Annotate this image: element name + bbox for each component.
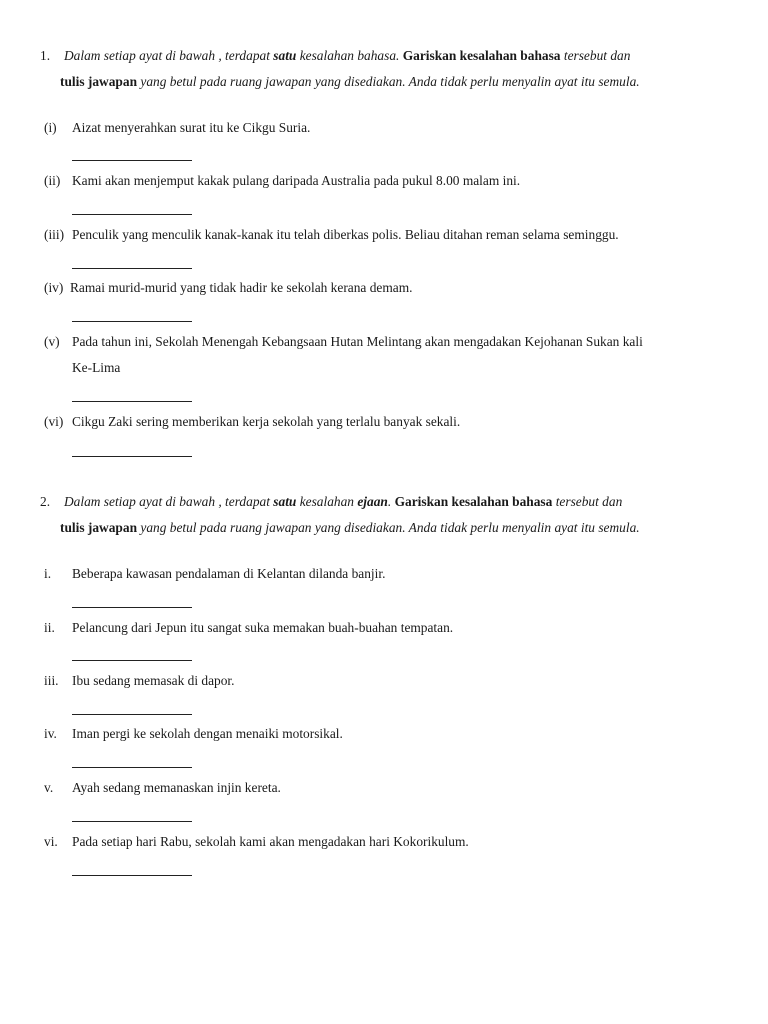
q1-item-6-text: Cikgu Zaki sering memberikan kerja sekolah yang terlalu banyak sekali. (72, 414, 461, 429)
q2-instr-c2: ejaan (357, 494, 388, 509)
q2-item-3-label: iii. (44, 673, 59, 688)
q2-answer-line-1[interactable] (72, 607, 192, 608)
q1-answer-line-5[interactable] (72, 401, 192, 402)
q2-answer-line-4[interactable] (72, 767, 192, 768)
q2-answer-line-2[interactable] (72, 660, 192, 661)
q2-item-1-label: i. (44, 566, 52, 581)
q1-answer-line-1[interactable] (72, 160, 192, 161)
question-2-number: 2. (40, 494, 51, 509)
q1-item-1-text: Aizat menyerahkan surat itu ke Cikgu Suria. (72, 120, 311, 135)
q1-instr-g: yang betul pada ruang jawapan yang disediakan. Anda tidak perlu menyalin ayat itu semula. (137, 74, 640, 89)
q1-answer-line-4[interactable] (72, 321, 192, 322)
q2-item-5-text: Ayah sedang memanaskan injin kereta. (72, 780, 281, 795)
q2-instr-e: tersebut dan (552, 494, 623, 509)
q1-instr-d: Gariskan kesalahan bahasa (402, 48, 561, 63)
q2-item-4-text: Iman pergi ke sekolah dengan menaiki motorsikal. (72, 726, 343, 741)
q2-instr-b: satu (273, 494, 297, 509)
question-1-text (60, 43, 722, 95)
q2-instr-c3: . (387, 494, 395, 509)
q2-item-6-text: Pada setiap hari Rabu, sekolah kami akan mengadakan hari Kokorikulum. (72, 834, 469, 849)
q2-item-2-label: ii. (44, 620, 55, 635)
q2-item-1-text: Beberapa kawasan pendalaman di Kelantan dilanda banjir. (72, 566, 386, 581)
q1-instr-c: kesalahan bahasa. (296, 48, 403, 63)
q1-item-3-text: Penculik yang menculik kanak-kanak itu telah diberkas polis. Beliau ditahan reman selama seminggu. (72, 227, 619, 242)
q2-item-4-label: iv. (44, 726, 57, 741)
q1-item-3-label: (iii) (44, 227, 65, 242)
q1-answer-line-2[interactable] (72, 214, 192, 215)
q1-answer-line-6[interactable] (72, 456, 192, 457)
q2-instr-d: Gariskan kesalahan bahasa (394, 494, 553, 509)
q1-item-5-text (72, 329, 724, 381)
q2-instr-f: tulis jawapan (60, 520, 138, 535)
question-1-number: 1. (40, 48, 51, 63)
q2-item-5-label: v. (44, 780, 54, 795)
q1-instr-b: satu (273, 48, 297, 63)
q2-answer-line-5[interactable] (72, 821, 192, 822)
q2-answer-line-6[interactable] (72, 875, 192, 876)
q1-item-6-label: (vi) (44, 414, 64, 429)
q1-item-1-label: (i) (44, 120, 57, 135)
q2-answer-line-3[interactable] (72, 714, 192, 715)
q1-instr-f: tulis jawapan (60, 74, 138, 89)
q1-item-2-label: (ii) (44, 173, 61, 188)
q1-item-2-text: Kami akan menjemput kakak pulang daripada Australia pada pukul 8.00 malam ini. (72, 173, 521, 188)
q2-instr-a: Dalam setiap ayat di bawah , terdapat (64, 494, 274, 509)
q2-item-2-text: Pelancung dari Jepun itu sangat suka memakan buah-buahan tempatan. (72, 620, 454, 635)
q1-item-5-label: (v) (44, 334, 60, 349)
q2-instr-c: kesalahan (296, 494, 358, 509)
q1-instr-a: Dalam setiap ayat di bawah , terdapat (64, 48, 274, 63)
q2-item-3-text: Ibu sedang memasak di dapor. (72, 673, 235, 688)
q1-item-5-line1: Pada tahun ini, Sekolah Menengah Kebangsaan Hutan Melintang akan mengadakan Kejohanan Sukan kali (72, 334, 643, 349)
q2-instr-g: yang betul pada ruang jawapan yang disediakan. Anda tidak perlu menyalin ayat itu semula. (137, 520, 640, 535)
q2-item-6-label: vi. (44, 834, 58, 849)
q1-item-5-line2: Ke-Lima (72, 360, 121, 375)
q1-item-4-text: Ramai murid-murid yang tidak hadir ke sekolah kerana demam. (70, 280, 413, 295)
question-2-text (60, 489, 722, 541)
q1-item-4-label: (iv) (44, 280, 64, 295)
q1-answer-line-3[interactable] (72, 268, 192, 269)
q1-instr-e: tersebut dan (560, 48, 631, 63)
